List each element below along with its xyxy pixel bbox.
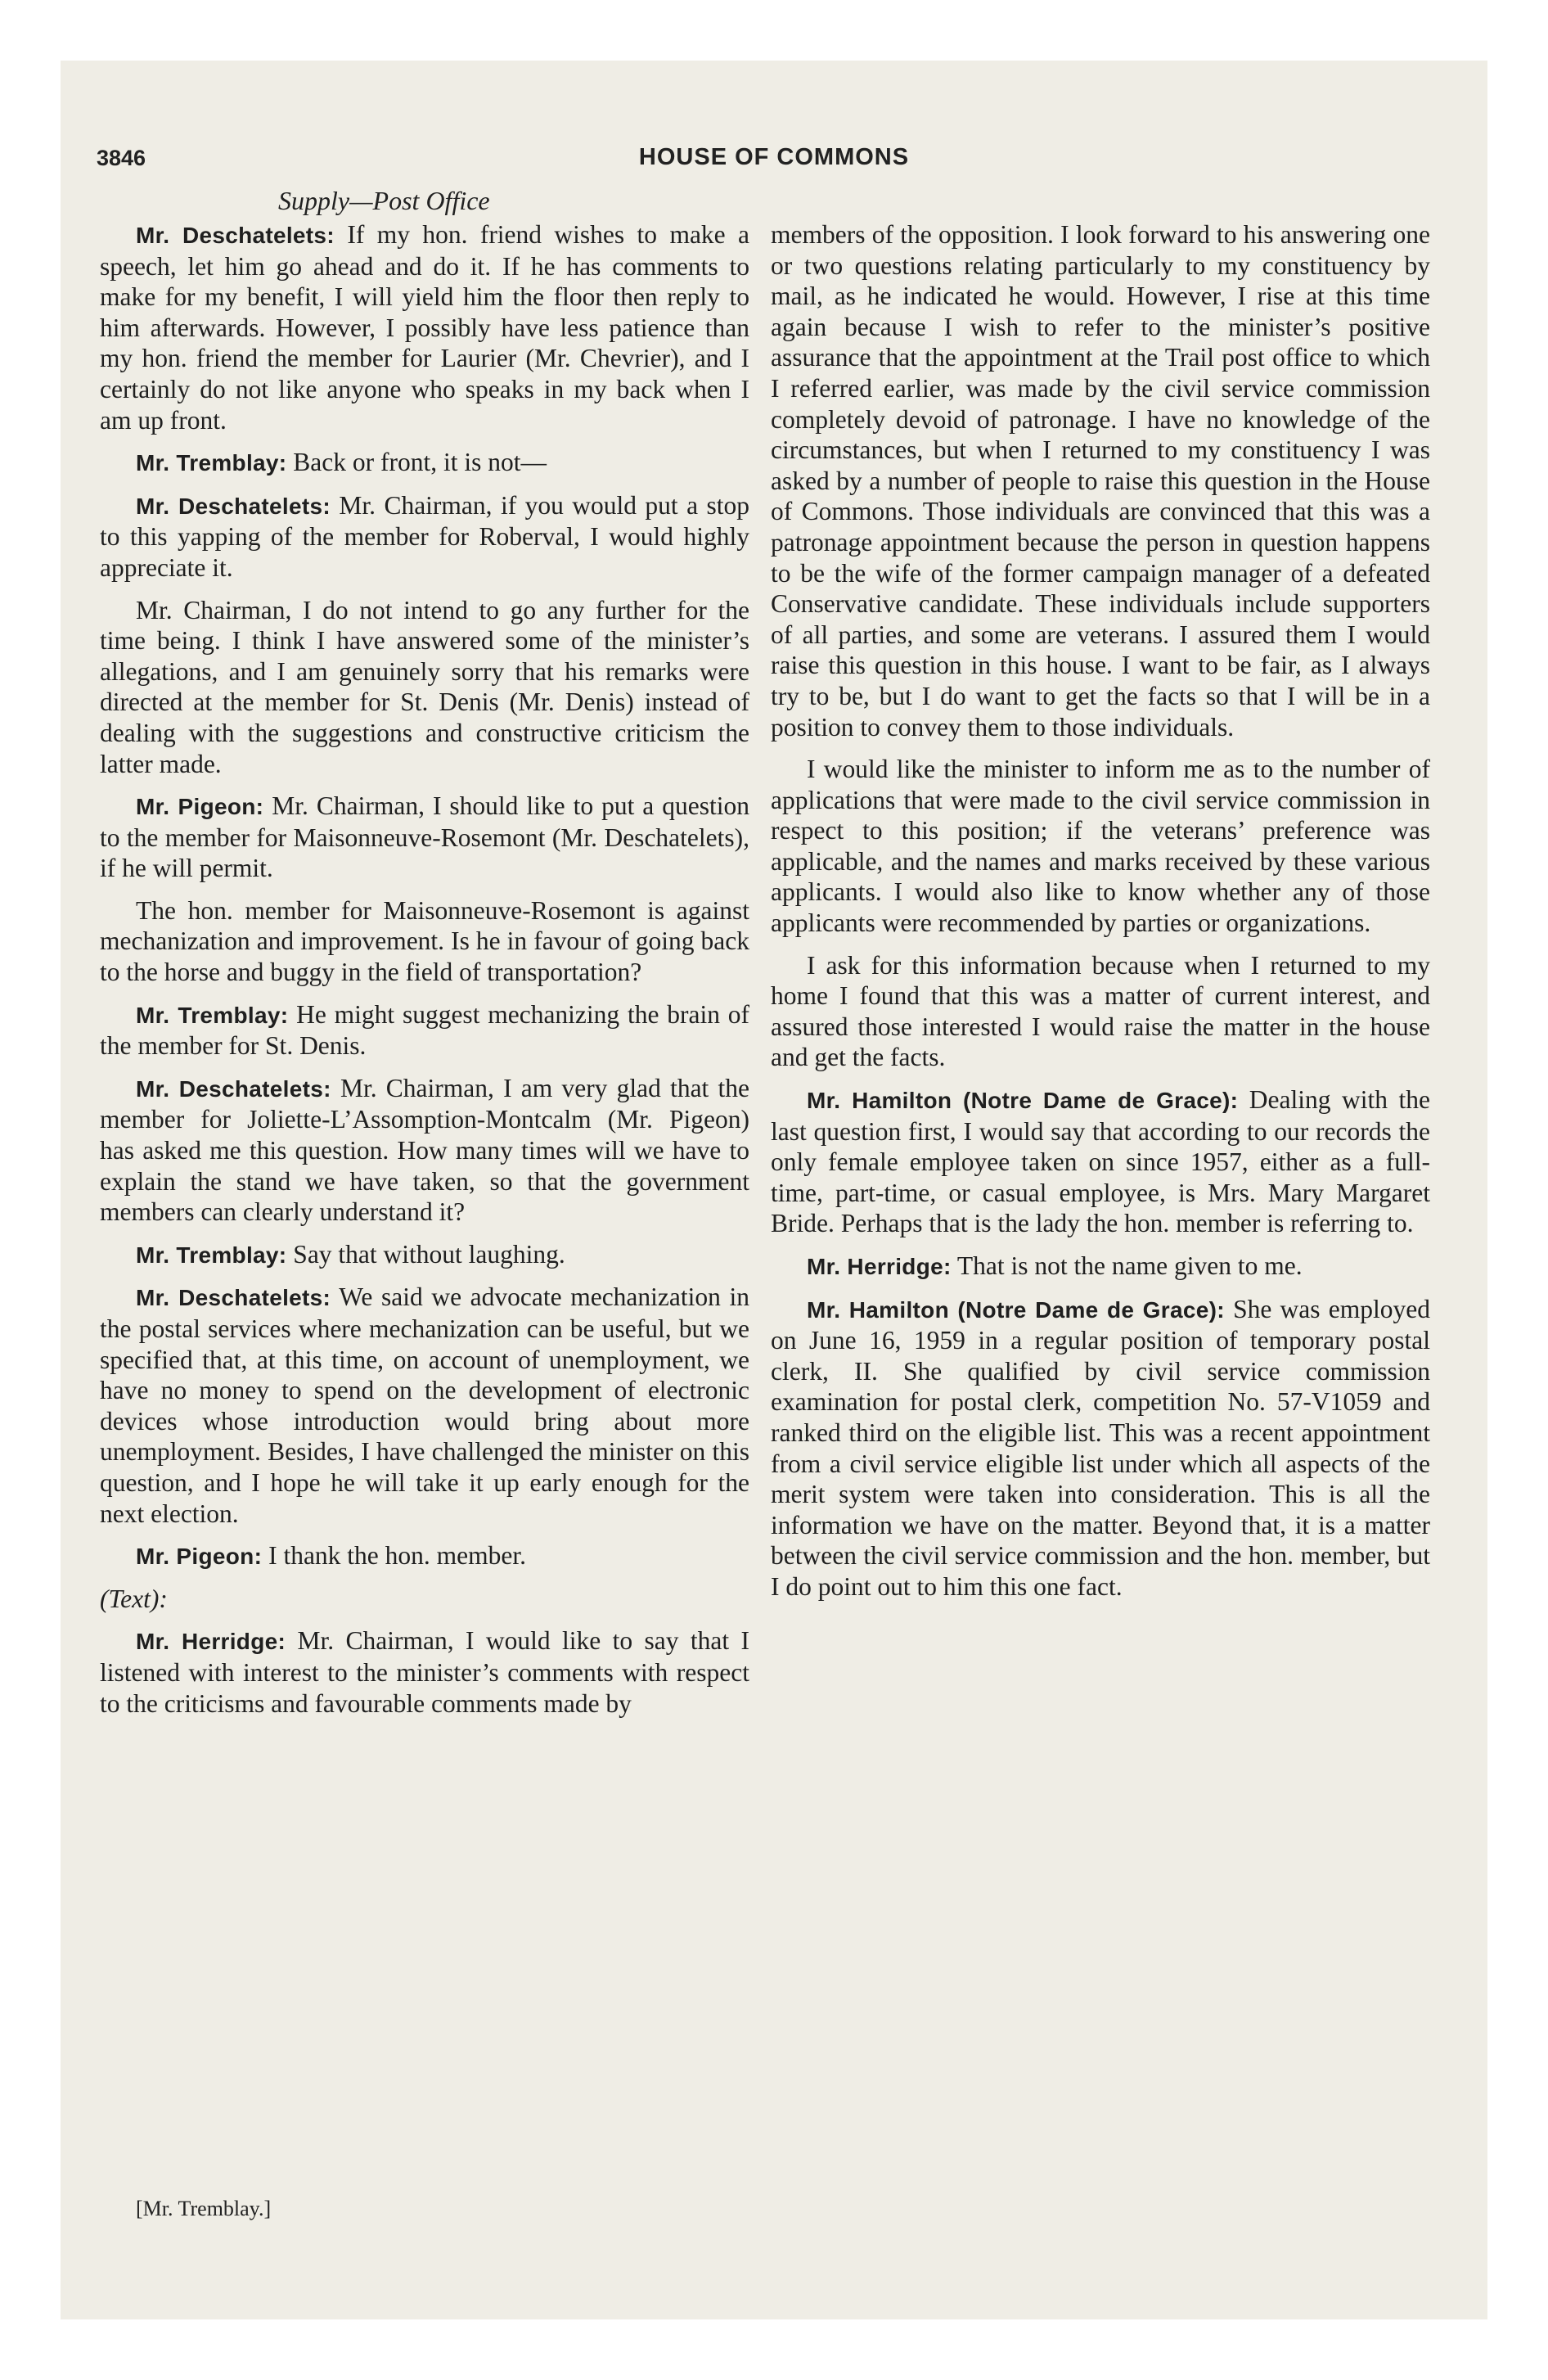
speech-text: Mr. Chairman, I should like to put a question to the member for Maisonneuve-Rosemont (Mr. Deschatelets), if he will permit. — [100, 791, 749, 883]
speaker-name: Mr. Tremblay: — [136, 1242, 287, 1268]
paragraph — [100, 219, 749, 435]
paragraph — [771, 1084, 1430, 1239]
paragraph — [771, 219, 1430, 742]
speech-text: Dealing with the last question first, I would say that according to our records the only female employee taken on since 1957, either as a full-time, part-time, or casual employee, is Mrs. Mary Margaret Bride. Perhaps that is the lady the hon. member is referring to. — [771, 1085, 1430, 1238]
speaker-name: Mr. Deschatelets: — [136, 493, 331, 519]
speech-text: Mr. Chairman, I am very glad that the member for Joliette-L’Assomption-Montcalm (Mr. Pigeon) has asked me this question. How many times will we have to explain the stand we have taken, so that the government members can clearly understand it? — [100, 1073, 749, 1227]
speech-text: Mr. Chairman, I would like to say that I listened with interest to the minister’s comments with respect to the criticisms and favourable comments made by — [100, 1626, 750, 1718]
paragraph — [100, 1073, 749, 1228]
speaker-name: Mr. Hamilton (Notre Dame de Grace): — [807, 1088, 1239, 1114]
speech-text: I thank the hon. member. — [268, 1541, 527, 1571]
paragraph — [100, 1282, 749, 1529]
speech-text: She was employed on June 16, 1959 in a regular position of temporary postal clerk, II. She qualified by civil service commission examination for postal clerk, competition No. 57-V1059 and ranked third on the eligible list. This was a recent appointment from a civil service eligible list under which all aspects of the merit system were taken into consideration. This is all the information we have on the matter. Beyond that, it is a matter between the civil service commission and the hon. member, but I do point out to him this one fact. — [771, 1294, 1430, 1601]
speech-text: The hon. member for Maisonneuve-Rosemont is against mechanization and improvement. Is he in favour of going back to the horse and buggy in the field of transportation? — [100, 895, 749, 987]
speech-text: That is not the name given to me. — [956, 1251, 1303, 1280]
speaker-name: Mr. Herridge: — [807, 1254, 952, 1279]
page-number: 3846 — [97, 146, 146, 170]
speech-text: Say that without laughing. — [293, 1239, 565, 1269]
paragraph — [100, 1540, 749, 1572]
speaker-name: Mr. Tremblay: — [136, 1002, 289, 1028]
speaker-name: Mr. Pigeon: — [136, 1544, 263, 1570]
footer-speaker-note: [Mr. Tremblay.] — [136, 2197, 272, 2220]
speech-text: Back or front, it is not— — [293, 448, 547, 477]
speaker-name: Mr. Deschatelets: — [136, 1075, 331, 1102]
speech-text: Mr. Chairman, I do not intend to go any further for the time being. I think I have answered some of the minister’s allegations, and I am genuinely sorry that his remarks were directed at the member for St. Denis (Mr. Denis) instead of dealing with the suggestions and constructive criticism the latter made. — [100, 595, 749, 778]
paragraph — [100, 791, 749, 884]
speech-text: members of the opposition. I look forward to his answering one or two questions relating particularly to my constituency by mail, as he indicated he would. However, I rise at this time again because I wish to refer to the minister’s positive assurance that the appointment at the Trail post office to which I referred earlier, was made by the civil service commission completely devoid of patronage. I have no knowledge of the circumstances, but when I returned to my constituency I was asked by a number of people to raise this question in the House of Commons. Those individuals are convinced that this was a patronage appointment because the person in question happens to be the wife of the former campaign manager of a defeated Conservative candidate. These individuals include supporters of all parties, and some are veterans. I assured them I would raise this question in this house. I want to be fair, as I always try to be, but I do want to get the facts so that I will be in a position to convey them to those individuals. — [771, 220, 1430, 741]
speaker-name: Mr. Tremblay: — [136, 450, 287, 476]
paragraph — [771, 1294, 1430, 1602]
paragraph — [100, 999, 749, 1062]
paragraph — [100, 895, 749, 988]
speech-text: Mr. Chairman, if you would put a stop to this yapping of the member for Roberval, I would highly appreciate it. — [100, 490, 750, 582]
paragraph — [771, 754, 1430, 939]
paragraph — [100, 1239, 749, 1271]
speech-text: We said we advocate mechanization in the postal services where mechanization can be useful, but we specified that, at this time, on account of unemployment, we have no money to spend on the development of electronic devices whose introduction would bring about more unemployment. Besides, I have challenged the minister on this question, and I hope he will take it up early enough for the next election. — [100, 1282, 749, 1528]
text-section-label: (Text): — [100, 1584, 168, 1613]
paragraph — [771, 1251, 1430, 1282]
paragraph — [100, 447, 749, 479]
page-title: HOUSE OF COMMONS — [638, 144, 910, 170]
speech-text: He might suggest mechanizing the brain of the member for St. Denis. — [100, 999, 749, 1061]
right-column — [771, 219, 1430, 1614]
speaker-name: Mr. Herridge: — [136, 1629, 286, 1655]
speaker-name: Mr. Deschatelets: — [136, 223, 335, 248]
paragraph — [100, 1625, 749, 1719]
speaker-name: Mr. Hamilton (Notre Dame de Grace): — [807, 1296, 1225, 1323]
paragraph — [100, 490, 749, 584]
speech-text: I would like the minister to inform me as to the number of applications that were made to the civil service commission in respect to this position; if the veterans’ preference was applicable, and the names and marks received by these various applicants. I would also like to know whether any of those applicants were recommended by parties or organizations. — [771, 755, 1430, 938]
speech-text: I ask for this information because when I returned to my home I found that this was a matter of current interest, and assured those interested I would raise the matter in the house and get the facts. — [771, 950, 1430, 1072]
speaker-name: Mr. Pigeon: — [136, 794, 264, 820]
left-column — [100, 219, 749, 1730]
speaker-name: Mr. Deschatelets: — [136, 1285, 331, 1311]
paragraph — [771, 950, 1430, 1073]
speech-text: If my hon. friend wishes to make a speech, let him go ahead and do it. If he has comments to make for my benefit, I will yield him the floor then reply to him afterwards. However, I possibly have less patience than my hon. friend the member for Laurier (Mr. Chevrier), and I certainly do not like anyone who speaks in my back when I am up front. — [100, 220, 750, 435]
section-subheader: Supply—Post Office — [278, 186, 490, 215]
paragraph — [100, 595, 749, 780]
